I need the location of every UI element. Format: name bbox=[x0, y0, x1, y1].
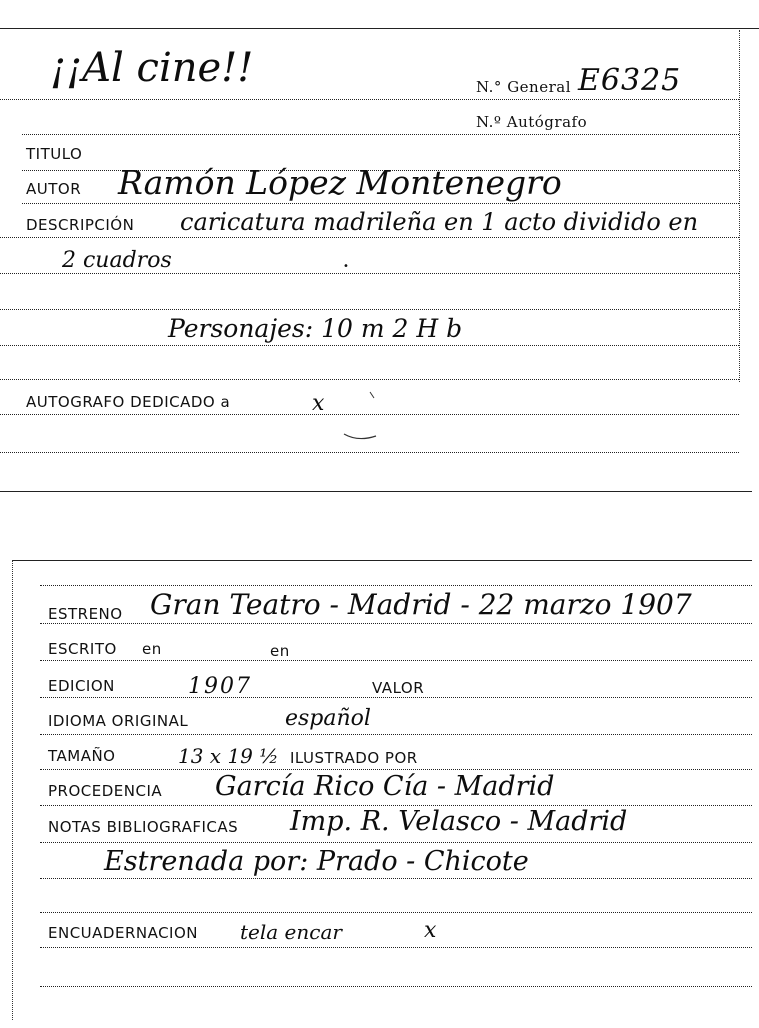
scan-mark bbox=[330, 388, 390, 448]
rule-line bbox=[40, 912, 752, 913]
notas-line2: Estrenada por: Prado - Chicote bbox=[104, 846, 529, 877]
autografo-number-label: N.º Autógrafo bbox=[476, 113, 588, 131]
rule-line bbox=[0, 345, 739, 346]
card-top-edge bbox=[0, 28, 759, 29]
rule-line bbox=[0, 273, 739, 274]
card-bottom-edge bbox=[0, 491, 752, 492]
procedencia-value: García Rico Cía - Madrid bbox=[215, 771, 555, 802]
ilustrado-label: ILUSTRADO POR bbox=[290, 749, 418, 767]
edicion-value: 1907 bbox=[188, 674, 252, 699]
rule-line bbox=[0, 99, 739, 100]
tamano-value: 13 x 19 ½ bbox=[178, 744, 279, 768]
tamano-label: TAMAÑO bbox=[48, 747, 116, 765]
rule-line bbox=[22, 203, 739, 204]
encuadernacion-mark: x bbox=[424, 918, 437, 943]
rule-line bbox=[40, 947, 752, 948]
title-handwritten: ¡¡Al cine!! bbox=[50, 45, 254, 91]
rule-line bbox=[40, 769, 752, 770]
autor-label: AUTOR bbox=[26, 180, 82, 198]
rule-line bbox=[40, 660, 752, 661]
rule-line bbox=[0, 379, 739, 380]
escrito-label: ESCRITO bbox=[48, 640, 117, 658]
procedencia-label: PROCEDENCIA bbox=[48, 782, 163, 800]
card-right-edge bbox=[739, 30, 740, 382]
descripcion-line1: caricatura madrileña en 1 acto dividido en bbox=[180, 208, 699, 236]
valor-label: VALOR bbox=[372, 679, 425, 697]
general-number-value: E6325 bbox=[578, 63, 682, 98]
catalog-card-top bbox=[0, 0, 759, 492]
rule-line bbox=[40, 986, 752, 987]
autor-value: Ramón López Montenegro bbox=[118, 163, 562, 202]
idioma-label: IDIOMA ORIGINAL bbox=[48, 712, 189, 730]
catalog-card-bottom bbox=[0, 540, 759, 1028]
rule-line bbox=[22, 134, 739, 135]
personajes-note: Personajes: 10 m 2 H b bbox=[168, 314, 463, 343]
ink-dot: • bbox=[343, 261, 349, 272]
encuadernacion-label: ENCUADERNACION bbox=[48, 924, 199, 942]
card-left-edge bbox=[12, 560, 13, 1020]
dedicado-label: AUTOGRAFO DEDICADO a bbox=[26, 393, 231, 411]
idioma-value: español bbox=[285, 706, 371, 731]
rule-line bbox=[40, 623, 752, 624]
rule-line bbox=[0, 452, 739, 453]
rule-line bbox=[40, 697, 752, 698]
escrito-en-1: en bbox=[142, 640, 162, 658]
edicion-label: EDICION bbox=[48, 677, 115, 695]
rule-line bbox=[40, 585, 752, 586]
escrito-en-2: en bbox=[270, 642, 290, 660]
rule-line bbox=[40, 734, 752, 735]
descripcion-line2: 2 cuadros bbox=[62, 248, 172, 273]
rule-line bbox=[0, 309, 739, 310]
estreno-value: Gran Teatro - Madrid - 22 marzo 1907 bbox=[150, 588, 692, 621]
dedicado-value: x bbox=[312, 391, 325, 416]
rule-line bbox=[0, 237, 739, 238]
general-number-label: N.° General bbox=[476, 78, 572, 96]
estreno-label: ESTRENO bbox=[48, 605, 123, 623]
encuadernacion-value: tela encar bbox=[240, 920, 342, 944]
notas-label: NOTAS BIBLIOGRAFICAS bbox=[48, 818, 239, 836]
titulo-label: TITULO bbox=[26, 145, 83, 163]
rule-line bbox=[40, 878, 752, 879]
card-top-edge bbox=[12, 560, 752, 561]
descripcion-label: DESCRIPCIÓN bbox=[26, 216, 135, 234]
rule-line bbox=[40, 842, 752, 843]
notas-value: Imp. R. Velasco - Madrid bbox=[290, 806, 628, 837]
